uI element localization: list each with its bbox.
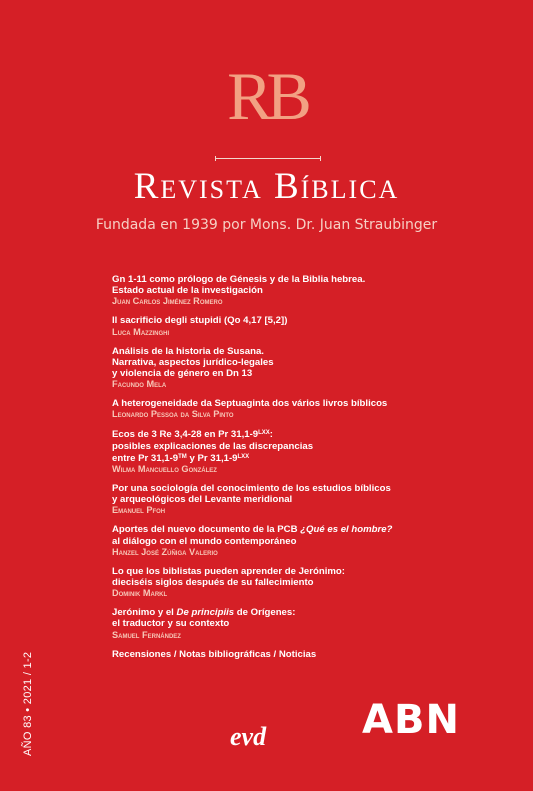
article-author: Luca Mazzinghi bbox=[112, 326, 170, 337]
superscript: TM bbox=[178, 453, 187, 460]
article-title: Estado actual de la investigación bbox=[112, 285, 263, 297]
article-title-part: de Orígenes: bbox=[236, 607, 296, 619]
toc-item bbox=[112, 274, 472, 307]
article-title-part: Ecos de 3 Re 3,4-28 en Pr 31,1-9 bbox=[112, 429, 259, 441]
article-title-part: entre Pr 31,1-9 bbox=[112, 452, 179, 464]
rb-logo: RB bbox=[227, 58, 306, 134]
issue-info: AÑO 83 • 2021 / 1-2 bbox=[22, 651, 34, 756]
table-of-contents bbox=[112, 274, 472, 660]
title-colon: : bbox=[269, 429, 273, 441]
abn-logo: ABN bbox=[362, 697, 460, 743]
article-author: Hanzel José Zúñiga Valerio bbox=[112, 546, 218, 557]
toc-item bbox=[112, 483, 472, 516]
article-title: Lo que los biblistas pueden aprender de Jerónimo: bbox=[112, 565, 345, 577]
article-title: y violencia de género en Dn 13 bbox=[112, 368, 253, 380]
article-title: dieciséis siglos después de su fallecimiento bbox=[112, 577, 314, 589]
superscript: LXX bbox=[258, 430, 270, 437]
toc-item bbox=[112, 524, 472, 557]
article-title: Gn 1-11 como prólogo de Génesis y de la Biblia hebrea. bbox=[112, 274, 366, 285]
article-title: al diálogo con el mundo contemporáneo bbox=[112, 535, 297, 547]
article-title: Análisis de la historia de Susana. bbox=[112, 345, 264, 357]
article-title: Narrativa, aspectos jurídico-legales bbox=[112, 356, 274, 368]
toc-item bbox=[112, 398, 472, 420]
article-title bbox=[112, 607, 472, 618]
article-author: Dominik Markl bbox=[112, 588, 168, 599]
article-title-part: Aportes del nuevo documento de la PCB bbox=[112, 524, 298, 536]
evd-logo: evd bbox=[230, 722, 267, 751]
journal-subtitle: Fundada en 1939 por Mons. Dr. Juan Straubinger bbox=[95, 217, 438, 233]
article-title bbox=[112, 524, 472, 535]
toc-item bbox=[112, 607, 472, 640]
article-title: y arqueológicos del Levante meridional bbox=[112, 494, 293, 506]
article-title: Por una sociología del conocimiento de los estudios bíblicos bbox=[112, 483, 391, 495]
toc-item bbox=[112, 428, 472, 475]
closing-sections: Recensiones / Notas bibliográficas / Noticias bbox=[112, 648, 317, 660]
article-author: Wilma Mancuello González bbox=[112, 464, 217, 475]
article-title-part: Jerónimo y el bbox=[112, 607, 174, 619]
article-title: el traductor y su contexto bbox=[112, 618, 230, 630]
article-author: Leonardo Pessoa da Silva Pinto bbox=[112, 409, 234, 420]
title-rule bbox=[215, 158, 321, 159]
article-author: Samuel Fernández bbox=[112, 629, 181, 640]
article-title bbox=[112, 452, 472, 464]
article-title-italic: De principiis bbox=[176, 607, 235, 619]
article-title: A heterogeneidade da Septuaginta dos vários livros bíblicos bbox=[112, 398, 388, 410]
journal-title: Revista Bíblica bbox=[133, 166, 400, 207]
toc-item bbox=[112, 346, 472, 391]
article-author: Juan Carlos Jiménez Romero bbox=[112, 296, 223, 307]
article-title-part: y Pr 31,1-9 bbox=[189, 452, 238, 464]
toc-item bbox=[112, 566, 472, 599]
article-title-italic: ¿Qué es el hombre? bbox=[300, 524, 393, 536]
toc-item bbox=[112, 315, 472, 337]
article-author: Emanuel Pfoh bbox=[112, 505, 166, 516]
article-author: Facundo Mela bbox=[112, 379, 167, 390]
article-title: Il sacrificio degli stupidi (Qo 4,17 [5,2]) bbox=[112, 315, 288, 327]
superscript: LXX bbox=[237, 453, 250, 460]
article-title: posibles explicaciones de las discrepancias bbox=[112, 440, 314, 452]
article-title bbox=[112, 428, 472, 440]
